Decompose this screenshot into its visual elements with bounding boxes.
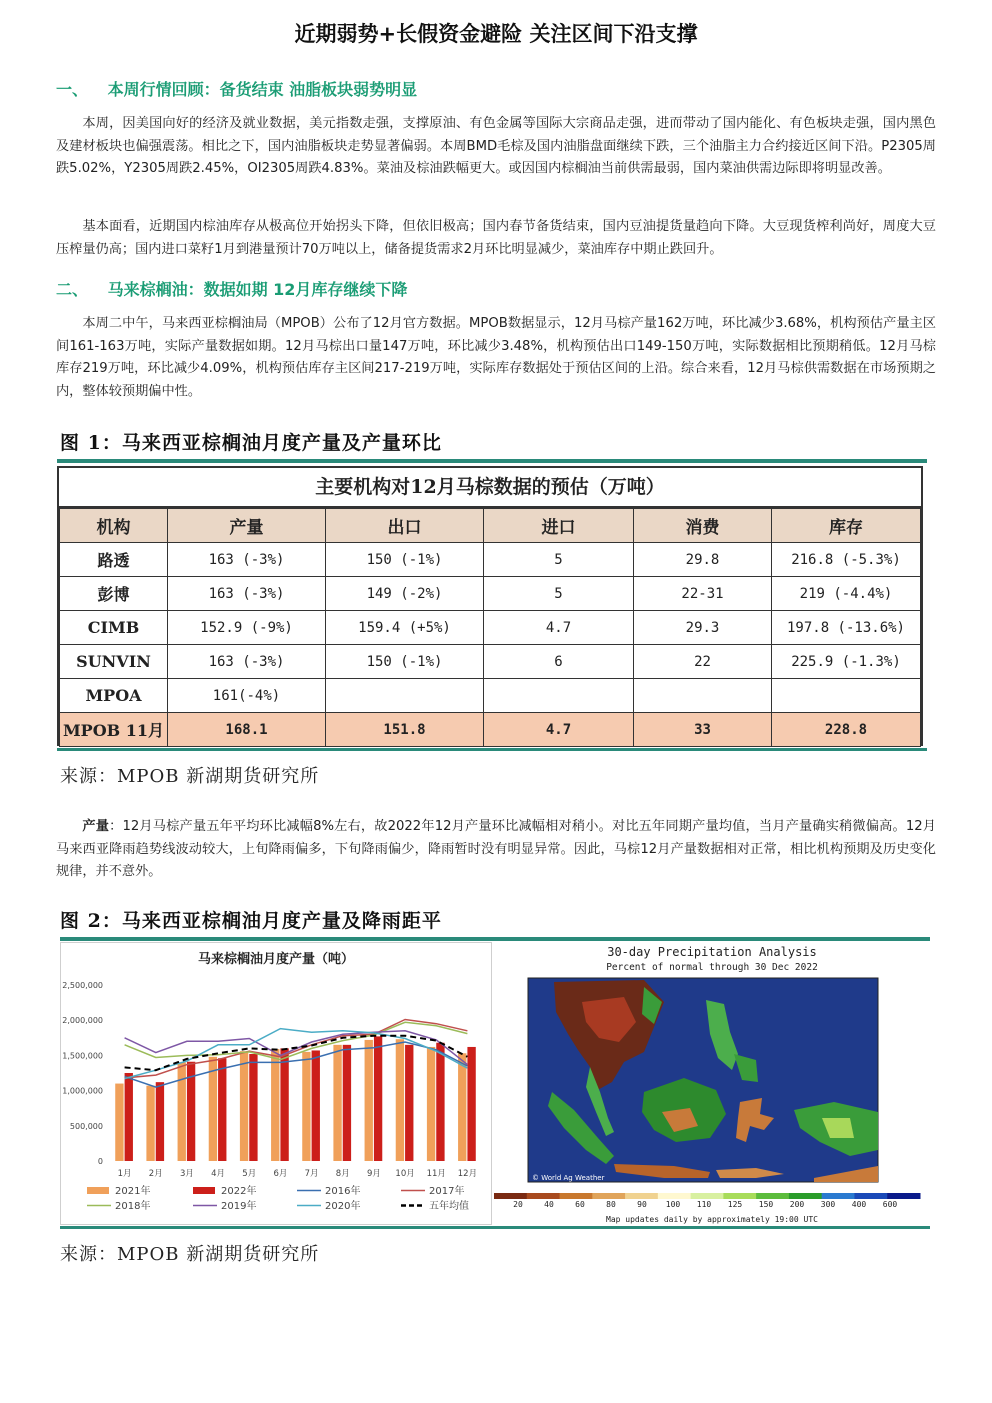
table-cell: 33 [634, 713, 772, 747]
bar-2022年 [156, 1082, 164, 1161]
figure-2-title: 图 2：马来西亚棕榈油月度产量及降雨距平 [60, 910, 442, 932]
section-2-number: 二、 [56, 280, 89, 299]
bar-2022年 [125, 1073, 133, 1161]
table-cell: 159.4 (+5%) [326, 611, 484, 645]
scale-swatch [756, 1193, 789, 1199]
bar-2021年 [178, 1062, 186, 1161]
bar-2022年 [249, 1054, 257, 1161]
bar-2021年 [146, 1086, 154, 1161]
legend-label: 2016年 [325, 1186, 361, 1197]
x-tick-label: 3月 [179, 1169, 194, 1179]
scale-swatch [723, 1193, 756, 1199]
bar-2021年 [302, 1052, 310, 1161]
production-chart-svg [61, 943, 491, 1224]
table-cell [634, 679, 772, 713]
table-cell: 152.9 (-9%) [168, 611, 326, 645]
figure-1-title: 图 1：马来西亚棕榈油月度产量及产量环比 [60, 432, 442, 454]
table-cell: 149 (-2%) [326, 577, 484, 611]
y-tick-label: 2,000,000 [62, 1016, 103, 1026]
figure-1-rule [57, 459, 927, 463]
scale-label: 40 [544, 1200, 554, 1209]
legend-label: 2019年 [221, 1201, 257, 1212]
table-cell: 163 (-3%) [168, 577, 326, 611]
figure-1-bottom-rule [57, 748, 927, 751]
x-tick-label: 12月 [457, 1169, 478, 1179]
table-row [60, 679, 921, 713]
table-cell: 29.3 [634, 611, 772, 645]
production-chart [60, 942, 492, 1225]
bar-2021年 [271, 1049, 279, 1161]
column-header: 消费 [634, 509, 772, 543]
bar-2022年 [312, 1050, 320, 1161]
production-lead: 产量 [82, 819, 110, 834]
scale-label: 150 [758, 1200, 774, 1209]
scale-label: 20 [513, 1200, 523, 1209]
scale-swatch [527, 1193, 560, 1199]
series-line-五年均值 [125, 1036, 468, 1071]
table-cell: 6 [484, 645, 634, 679]
column-header: 进口 [484, 509, 634, 543]
column-header: 出口 [326, 509, 484, 543]
scale-label: 600 [882, 1200, 898, 1209]
legend-label: 2018年 [115, 1201, 151, 1212]
scale-label: 100 [665, 1200, 681, 1209]
scale-label: 125 [727, 1200, 743, 1209]
scale-label: 200 [789, 1200, 805, 1209]
section-1-number: 一、 [56, 80, 89, 99]
table-cell [772, 679, 921, 713]
scale-swatch [822, 1193, 855, 1199]
estimates-grid [59, 508, 921, 747]
bar-2021年 [115, 1084, 123, 1161]
table-cell: 5 [484, 543, 634, 577]
table-cell: 225.9 (-1.3%) [772, 645, 921, 679]
precip-map [528, 978, 878, 1182]
scale-label: 60 [575, 1200, 585, 1209]
section-2-heading [56, 277, 407, 300]
institution-cell: 彭博 [60, 577, 168, 611]
map-credit: © World Ag Weather [532, 1174, 605, 1182]
table-row [60, 611, 921, 645]
table-cell: 150 (-1%) [326, 543, 484, 577]
table-cell: 5 [484, 577, 634, 611]
legend-label: 2022年 [221, 1186, 257, 1197]
table-cell: 150 (-1%) [326, 645, 484, 679]
x-tick-label: 6月 [273, 1169, 288, 1179]
scale-label: 80 [606, 1200, 616, 1209]
column-header: 产量 [168, 509, 326, 543]
bar-2021年 [365, 1040, 373, 1161]
bar-2022年 [280, 1048, 288, 1161]
legend-label: 2021年 [115, 1186, 151, 1197]
estimates-table [57, 466, 923, 746]
table-row-mpob [60, 713, 921, 747]
table-cell: 219 (-4.4%) [772, 577, 921, 611]
scale-swatch [789, 1193, 822, 1199]
table-cell: 163 (-3%) [168, 543, 326, 577]
column-header: 库存 [772, 509, 921, 543]
y-tick-label: 500,000 [69, 1121, 103, 1131]
x-tick-label: 1月 [117, 1169, 132, 1179]
bar-2021年 [396, 1039, 404, 1161]
scale-swatch [854, 1193, 887, 1199]
y-tick-label: 0 [97, 1157, 103, 1166]
column-header: 机构 [60, 509, 168, 543]
x-tick-label: 9月 [366, 1169, 381, 1179]
scale-swatch [887, 1193, 920, 1199]
table-cell [326, 679, 484, 713]
bar-2021年 [458, 1053, 466, 1161]
bar-2021年 [333, 1045, 341, 1161]
scale-swatch [625, 1193, 658, 1199]
x-tick-label: 2月 [148, 1169, 163, 1179]
scale-label: 400 [851, 1200, 867, 1209]
precip-note: Map updates daily by approximately 19:00 UTC [606, 1215, 818, 1224]
legend-swatch [87, 1187, 109, 1194]
precip-subtitle: Percent of normal through 30 Dec 2022 [606, 962, 818, 973]
legend-label: 2020年 [325, 1201, 361, 1212]
table-cell: 216.8 (-5.3%) [772, 543, 921, 577]
table-row [60, 543, 921, 577]
precip-title: 30-day Precipitation Analysis [607, 945, 817, 959]
section-1-paragraph-1: 本周，因美国向好的经济及就业数据，美元指数走强，支撑原油、有色金属等国际大宗商品走强，进而带动了国内能化、有色板块走强，国内黑色及建材板块也偏强震荡。相比之下，国内油脂板块走势显著偏弱。本周BMD毛棕及国内油脂盘面继续下跌，三个油脂主力合约接近区间下沿。P2305周跌5.02%，Y2305周跌2.45%，OI2305周跌4.83%。菜油及棕油跌幅更大。或因国内棕榈油当前供需最弱，国内菜油供需边际即将明显改善。 [56, 116, 936, 176]
x-tick-label: 10月 [395, 1169, 415, 1179]
section-2-paragraph: 本周二中午，马来西亚棕榈油局（MPOB）公布了12月官方数据。MPOB数据显示，12月马棕产量162万吨，环比减少3.68%，机构预估产量主区间161-163万吨，实际产量数据如期。12月马棕出口量147万吨，环比减少3.48%，机构预估出口149-150万吨，实际数据相比预期稍低。12月马棕库存219万吨，环比减少4.09%，机构预估库存主区间217-219万吨，实际库存数据处于预估区间的上沿。综合来看，12月马棕供需数据在市场预期之内，整体较预期偏中性。 [56, 316, 936, 399]
table-cell: 4.7 [484, 713, 634, 747]
scale-swatch [494, 1193, 527, 1199]
table-cell: 22 [634, 645, 772, 679]
table-row [60, 577, 921, 611]
scale-swatch [592, 1193, 625, 1199]
bar-2022年 [467, 1047, 475, 1161]
table-cell: 4.7 [484, 611, 634, 645]
precipitation-map-svg [494, 942, 930, 1225]
table-cell: 29.8 [634, 543, 772, 577]
scale-swatch [560, 1193, 593, 1199]
table-cell: 151.8 [326, 713, 484, 747]
scale-swatch [691, 1193, 724, 1199]
institution-cell: CIMB [60, 611, 168, 645]
section-1-paragraph-2: 基本面看，近期国内棕油库存从极高位开始拐头下降，但依旧极高；国内春节备货结束，国内豆油提货量趋向下降。大豆现货榨利尚好，周度大豆压榨量仍高；国内进口菜籽1月到港量预计70万吨以上，储备提货需求2月环比明显减少，菜油库存中期止跌回升。 [56, 219, 936, 257]
y-tick-label: 2,500,000 [62, 981, 103, 990]
institution-cell: MPOA [60, 679, 168, 713]
table-cell [484, 679, 634, 713]
institution-cell: 路透 [60, 543, 168, 577]
scale-label: 90 [637, 1200, 647, 1209]
legend-label: 2017年 [429, 1186, 465, 1197]
figure-2-rule [60, 937, 930, 941]
table-header-row [60, 509, 921, 543]
table-caption: 主要机构对12月马棕数据的预估（万吨） [59, 468, 921, 508]
table-cell: 228.8 [772, 713, 921, 747]
x-tick-label: 7月 [304, 1169, 319, 1179]
page-title: 近期弱势+长假资金避险 关注区间下沿支撑 [294, 22, 698, 46]
x-tick-label: 11月 [426, 1169, 446, 1179]
table-cell: 163 (-3%) [168, 645, 326, 679]
bar-2022年 [436, 1043, 444, 1161]
x-tick-label: 5月 [242, 1169, 257, 1179]
scale-label: 110 [696, 1200, 712, 1209]
series-line-2018年 [125, 1022, 468, 1059]
chart-title: 马来棕榈油月度产量（吨） [197, 952, 355, 967]
x-tick-label: 8月 [335, 1169, 350, 1179]
section-1-heading [56, 77, 417, 100]
scale-label: 300 [820, 1200, 836, 1209]
legend-swatch [193, 1187, 215, 1194]
table-cell: 22-31 [634, 577, 772, 611]
bar-2022年 [405, 1045, 413, 1161]
figure-1-source: 来源：MPOB 新湖期货研究所 [60, 766, 320, 787]
precip-color-scale [494, 1193, 921, 1209]
x-tick-label: 4月 [211, 1169, 226, 1179]
bar-2022年 [343, 1045, 351, 1161]
figure-2-source: 来源：MPOB 新湖期货研究所 [60, 1244, 320, 1265]
table-row [60, 645, 921, 679]
production-text: ：12月马棕产量五年平均环比减幅8%左右，故2022年12月产量环比减幅相对稍小。对比五年同期产量均值，当月产量确实稍微偏高。12月马来西亚降雨趋势线波动较大，上旬降雨偏多，下旬降雨偏少，降雨暂时没有明显异常。因此，马棕12月产量数据相对正常，相比机构预期及历史变化规律，并不意外。 [56, 819, 936, 879]
precipitation-map-panel [494, 942, 930, 1225]
table-cell: 161(-4%) [168, 679, 326, 713]
y-tick-label: 1,000,000 [62, 1086, 103, 1096]
y-tick-label: 1,500,000 [62, 1051, 103, 1061]
bar-2021年 [427, 1047, 435, 1161]
table-cell: 168.1 [168, 713, 326, 747]
bar-2022年 [218, 1058, 226, 1161]
institution-cell: SUNVIN [60, 645, 168, 679]
legend-label: 五年均值 [429, 1201, 469, 1212]
section-2-title: 马来棕榈油：数据如期 12月库存继续下降 [107, 280, 408, 299]
scale-swatch [658, 1193, 691, 1199]
production-paragraph [56, 816, 936, 884]
figure-2-bottom-rule [60, 1226, 930, 1229]
table-cell: 197.8 (-13.6%) [772, 611, 921, 645]
bar-2022年 [374, 1036, 382, 1161]
bar-2021年 [240, 1051, 248, 1161]
institution-cell: MPOB 11月 [60, 713, 168, 747]
section-1-title: 本周行情回顾：备货结束 油脂板块弱势明显 [107, 80, 418, 99]
